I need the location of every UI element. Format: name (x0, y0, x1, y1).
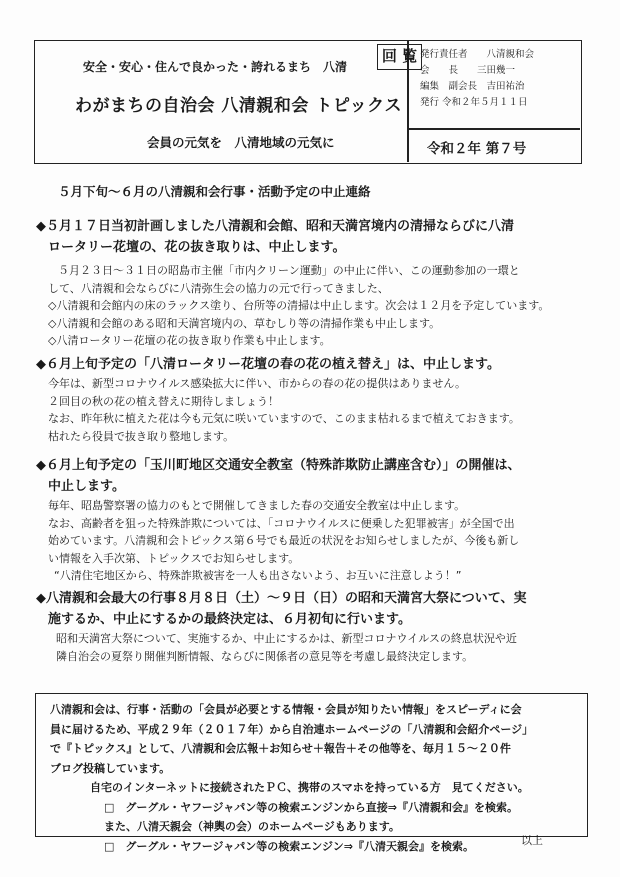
header-box (34, 40, 582, 164)
meta-line: 会 長 三田幾一 (420, 65, 516, 76)
section-title: ５月下旬～６月の八清親和会行事・活動予定の中止連絡 (58, 184, 371, 199)
footer-line: また、八清天親会（神輿の会）のホームページもあります。 (104, 820, 400, 833)
footer-line: □ グーグル・ヤフージャパン等の検索エンジンから直接⇒『八清親和会』を検索。 (104, 800, 518, 814)
notice-body: 始めています。八清親和会トピックス第６号でも最近の状況をお知らせしましたが、今後も新し (48, 534, 520, 547)
notice-body: い情報を入手次第、トピックスでお知らせします。 (48, 551, 300, 565)
notice-body: 昭和天満宮大祭について、実施するか、中止にするかは、新型コロナウイルスの終息状況や近 (56, 632, 517, 645)
notice-item (36, 455, 521, 585)
issue-number: 令和２年 第７号 (427, 141, 527, 157)
notice-item (36, 216, 549, 350)
notice-body: なお、高齢者を狙った特殊詐欺については、「コロナウイルスに便乗した犯罪被害」が全国で出 (48, 516, 515, 530)
notice-heading: ◆５月１７日当初計画しました八清親和会館、昭和天満宮境内の清掃ならびに八清 (36, 219, 514, 234)
ijou-mark: 以上 (521, 834, 543, 847)
footer-line: 自宅のインターネットに接続されたＰＣ、携帯のスマホを持っている方 見てください。 (90, 781, 529, 794)
notice-heading: ◆６月上旬予定の「八清ロータリー花壇の春の花の植え替え」は、中止します。 (36, 357, 500, 372)
meta-line: 発行責任者 八清親和会 (420, 49, 535, 60)
footer-line: で『トピックス』として、八清親和会広報＋お知らせ＋報告＋その他等を、毎月１５～２０件 (50, 742, 511, 755)
slogan: 安全・安心・住んで良かった・誇れるまち 八清 (83, 60, 348, 74)
notice-body: して、八清親和会ならびに八清弥生会の協力の元で行ってきました、 (48, 281, 389, 295)
footer-line: ブログ投稿しています。 (50, 761, 171, 775)
notice-body: 毎年、昭島警察署の協力のもとで開催してきました春の交通安全教室は中止します。 (48, 499, 466, 512)
notice-body: 枯れたら役員で抜き取り整地します。 (48, 429, 235, 443)
notice-body: 隣自治会の夏祭り開催判断情報、ならびに関係者の意見等を考慮し最終決定します。 (56, 649, 474, 663)
footer-line: 員に届けるため、平成２９年（２０１７年）から自治連ホームページの「八清親和会紹介ページ」 (50, 722, 534, 736)
notice-body: 今年は、新型コロナウイルス感染拡大に伴い、市からの春の花の提供はありません。 (48, 377, 466, 390)
page-title: わがまちの自治会 八清親和会 トピックス (75, 96, 402, 116)
notice-item (36, 354, 520, 445)
meta-line: 発行 令和２年５月１１日 (420, 97, 528, 108)
meta-line: 編集 副会長 吉田祐治 (420, 81, 525, 92)
notice-body: ◇八清親和会館のある昭和天満宮境内の、草むしり等の清掃作業も中止します。 (48, 316, 441, 330)
publisher-info (420, 47, 534, 111)
kairan-stamp: 回 覧 (377, 44, 422, 70)
footer-line: 八清親和会は、行事・活動の「会員が必要とする情報・会員が知りたい情報」をスピーディに会 (50, 703, 522, 716)
notice-body: なお、昨年秋に植えた花は今も元気に咲いていますので、このまま枯れるまで植えておきます。 (48, 412, 520, 425)
footer-line: □ グーグル・ヤフージャパン等の検索エンジン⇒『八清天親会』を検索。 (104, 839, 474, 853)
notice-body: “八清住宅地区から、特殊詐欺被害を一人も出さないよう、お互いに注意しよう！” (54, 569, 462, 582)
subtitle: 会員の元気を 八清地域の元気に (147, 135, 335, 150)
notice-heading: ロータリー花壇の、花の抜き取りは、中止します。 (48, 240, 346, 255)
header-divider-horizontal (407, 128, 580, 130)
notice-body: ５月２３日～３１日の昭島市主催「市内クリーン運動」の中止に伴い、この運動参加の一環と (58, 264, 520, 277)
notice-heading: ◆八清親和会最大の行事８月８日（土）～９日（日）の昭和天満宮大祭について、実 (36, 591, 527, 606)
notice-body: ◇八清親和会館内の床のラックス塗り、台所等の清掃は中止します。次会は１２月を予定しています。 (48, 299, 550, 312)
notice-heading: ◆６月上旬予定の「玉川町地区交通安全教室（特殊詐欺防止講座含む）」の開催は、 (36, 458, 521, 473)
notice-item (36, 588, 526, 665)
notice-heading: 施するか、中止にするかの最終決定は、６月初旬に行います。 (48, 612, 411, 627)
notice-heading: 中止します。 (48, 479, 125, 494)
notice-body: ２回目の秋の花の植え替えに期待しましょう！ (48, 394, 279, 408)
notice-body: ◇八清ロータリー花壇の花の抜き取り作業も中止します。 (48, 334, 331, 347)
